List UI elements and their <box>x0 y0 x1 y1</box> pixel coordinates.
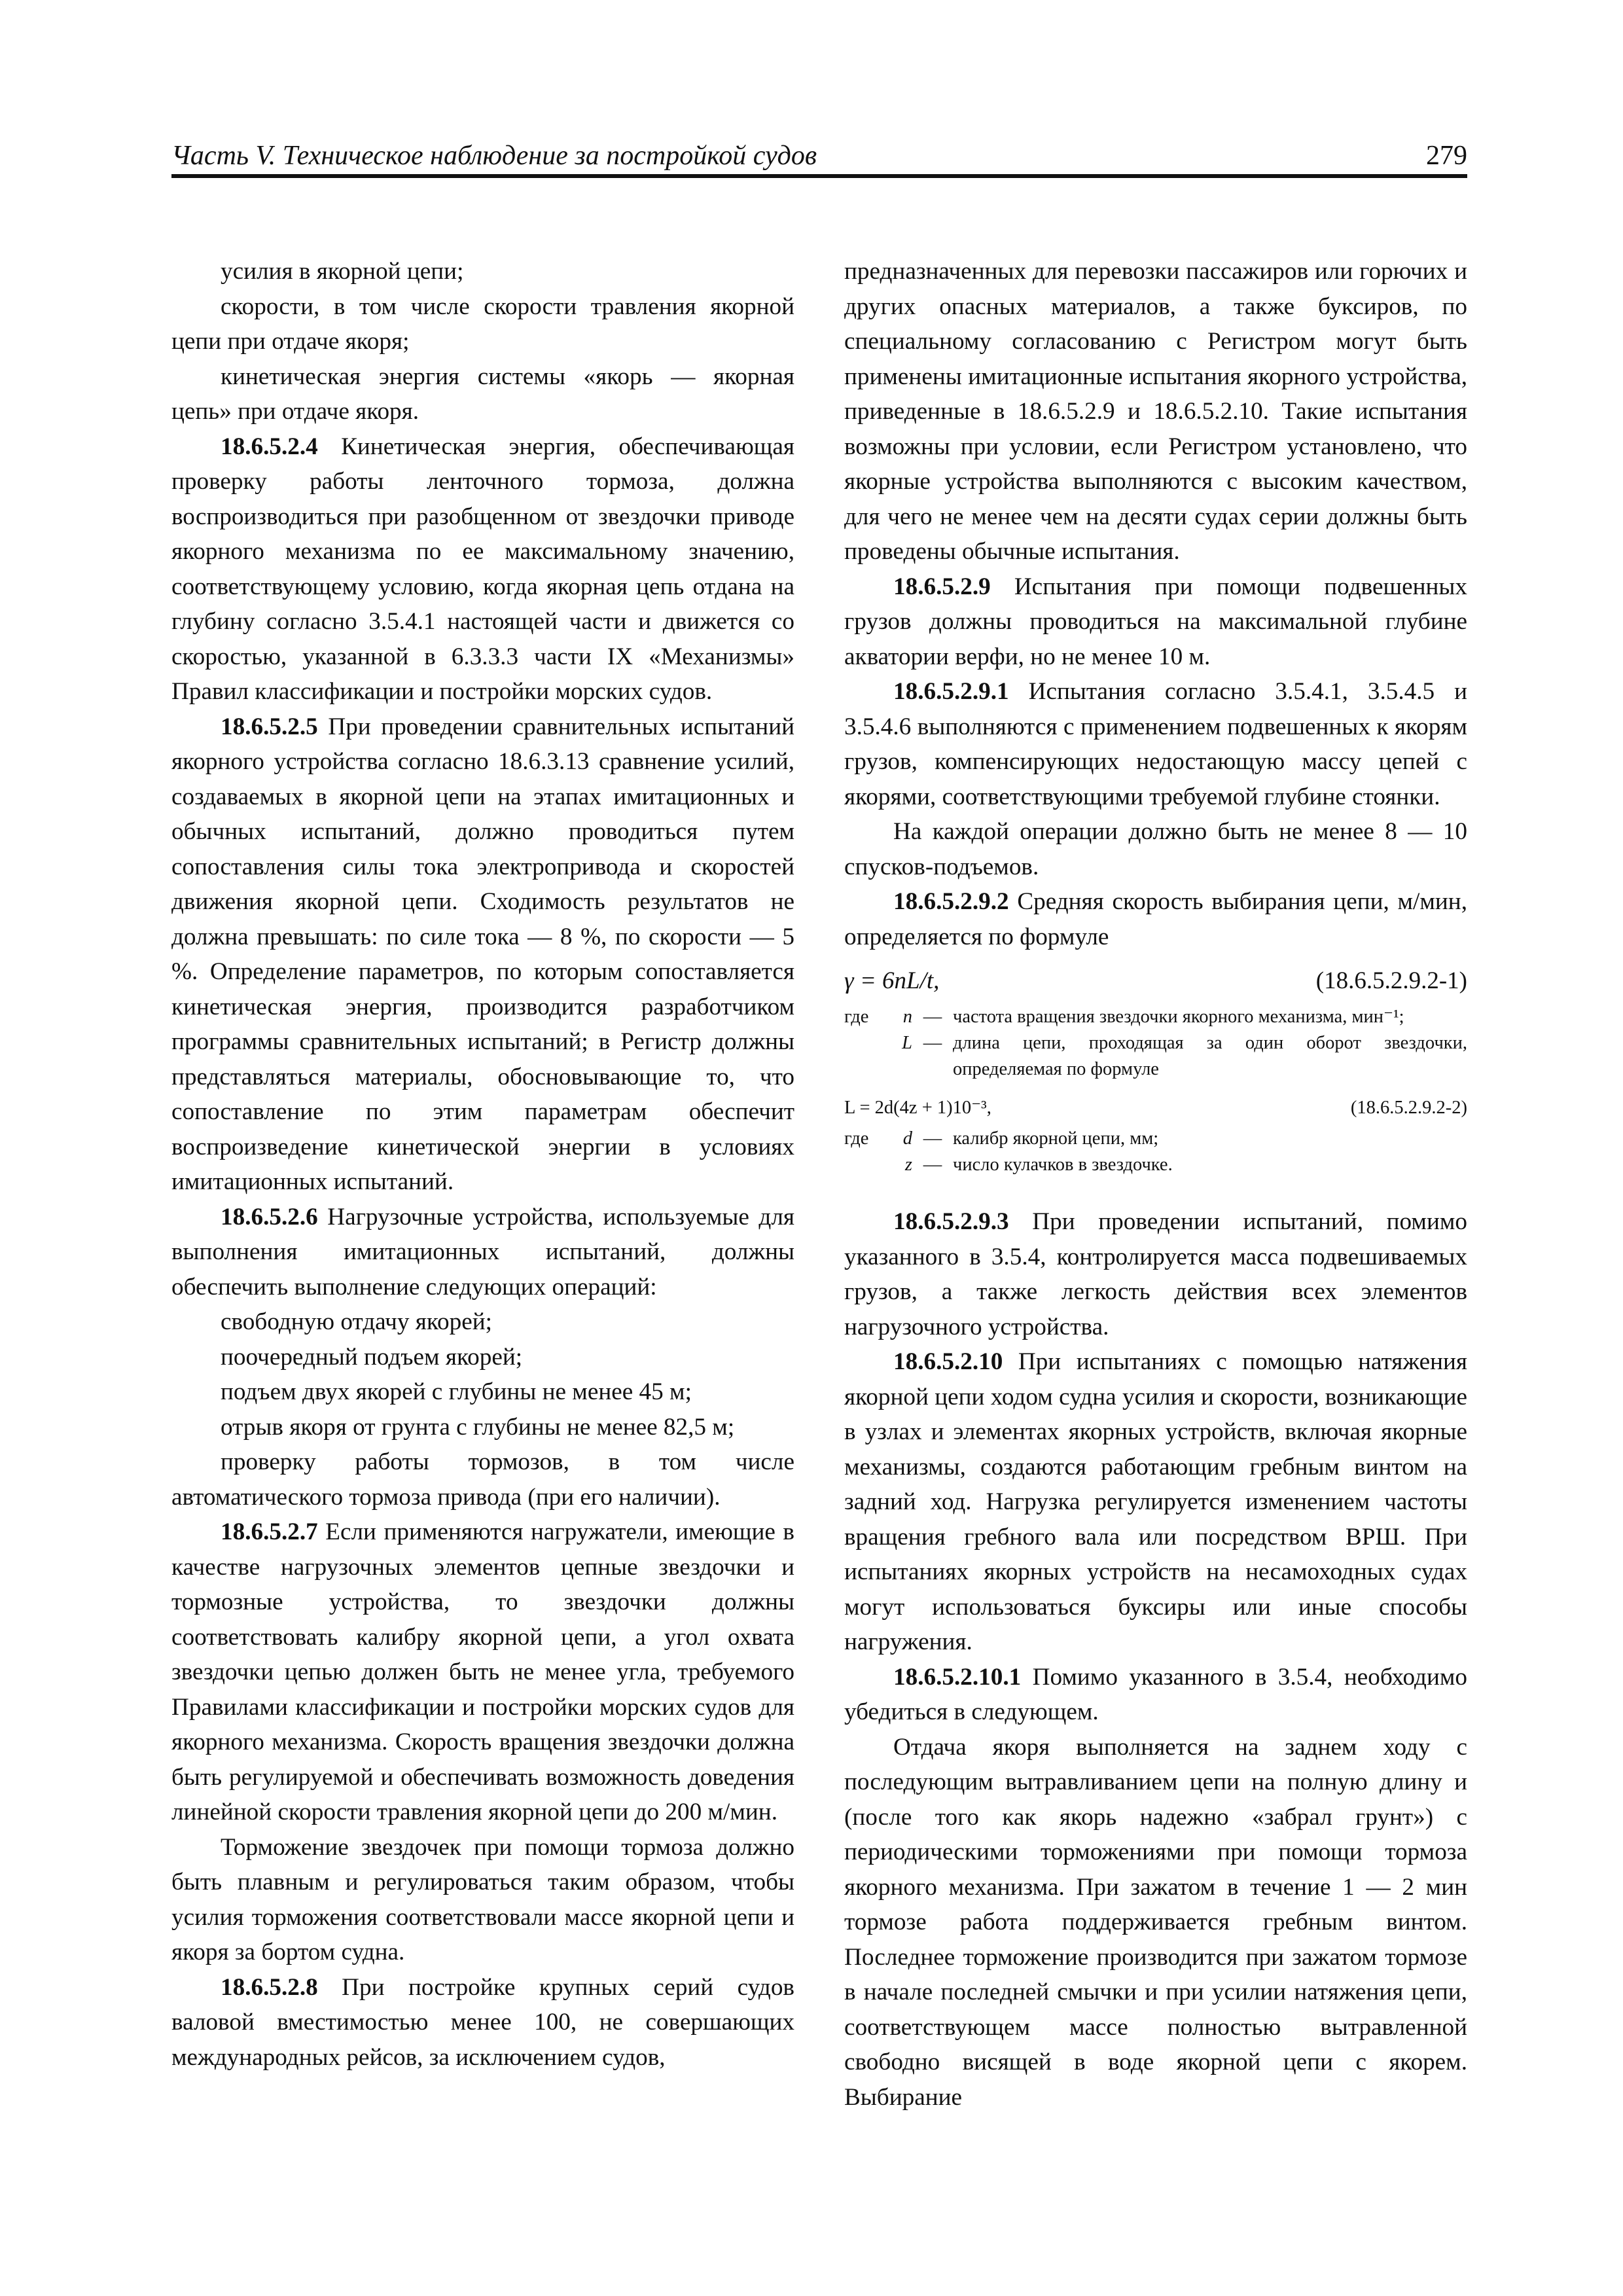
formula-2-expression: L = 2d(4z + 1)10⁻³, <box>844 1098 991 1118</box>
paragraph-text: подъем двух якорей с глубины не менее 45 м; <box>221 1378 692 1405</box>
legend-row <box>844 1030 1467 1083</box>
paragraph-text: Если применяются нагружатели, имеющие в качестве нагрузочных элементов цепные звездочки и тормозные устройства, то звездочки должны соответствовать калибру якорной цепи, а угол охвата звездочки цепью должен быть не менее угла, требуемого Правилами классификации и постройки морских судов для якорного механизма. Скорость вращения звездочки должна быть регулируемой и обеспечивать возможность доведения линейной скорости травления якорной цепи до 200 м/мин. <box>171 1518 794 1825</box>
right-column-top-text <box>844 254 1467 954</box>
legend-dash: — <box>923 1007 942 1027</box>
paragraph <box>171 1304 794 1340</box>
paragraph <box>844 1730 1467 2115</box>
paragraph-text: При постройке крупных серий судов валовой вместимостью менее 100, не совершающих международных рейсов, за исключением судов, <box>171 1973 794 2071</box>
legend-description: частота вращения звездочки якорного механизма, мин⁻¹; <box>953 1007 1404 1027</box>
clause-number: 18.6.5.2.9.1 <box>893 678 1009 705</box>
paragraph-text: Средняя скорость выбирания цепи, м/мин, определяется по формуле <box>844 888 1467 950</box>
paragraph <box>171 1410 794 1445</box>
clause-paragraph <box>844 569 1467 675</box>
paragraph <box>171 359 794 429</box>
formula-1 <box>844 963 1467 999</box>
paragraph-text: При проведении испытаний, помимо указанного в 3.5.4, контролируется масса подвешиваемых грузов, а также легкость действия всех элементов нагрузочного устройства. <box>844 1208 1467 1340</box>
paragraph-text: При испытаниях с помощью натяжения якорной цепи ходом судна усилия и скорости, возникающие в узлах и элементах якорных устройств, включая якорные механизмы, создаются работающим гребным винтом на задний ход. Нагрузка регулируется изменением частоты вращения гребного вала или посредством ВРШ. При испытаниях якорных устройств на несамоходных судах могут использоваться буксиры или иные способы нагружения. <box>844 1348 1467 1655</box>
formula-1-number: (18.6.5.2.9.2-1) <box>1315 967 1467 994</box>
clause-paragraph <box>844 1344 1467 1660</box>
legend-row <box>844 1152 1467 1178</box>
paragraph-text: Испытания согласно 3.5.4.1, 3.5.4.5 и 3.5.4.6 выполняются с применением подвешенных к якорям грузов, компенсирующих недостающую массу цепей с якорями, соответствующими требуемой глубине стоянки. <box>844 678 1467 810</box>
legend-dash: — <box>923 1033 942 1053</box>
legend-lead: где <box>844 1007 869 1027</box>
paragraph <box>844 814 1467 884</box>
paragraph <box>171 289 794 359</box>
clause-number: 18.6.5.2.8 <box>221 1973 318 2001</box>
clause-number: 18.6.5.2.10 <box>893 1348 1003 1375</box>
legend-description: число кулачков в звездочке. <box>953 1155 1173 1175</box>
paragraph-text: проверку работы тормозов, в том числе автоматического тормоза привода (при его наличии). <box>171 1448 794 1511</box>
clause-paragraph <box>844 674 1467 814</box>
clause-paragraph <box>844 1660 1467 1730</box>
paragraph <box>171 254 794 289</box>
header-rule <box>171 174 1467 178</box>
formula-2-legend <box>844 1126 1467 1178</box>
clause-paragraph <box>171 1200 794 1305</box>
paragraph-text: усилия в якорной цепи; <box>221 258 464 285</box>
paragraph-text: скорости, в том числе скорости травления якорной цепи при отдаче якоря; <box>171 293 794 355</box>
legend-row <box>844 1004 1467 1030</box>
clause-number: 18.6.5.2.6 <box>221 1203 318 1230</box>
formula-2 <box>844 1090 1467 1119</box>
paragraph-text: Испытания при помощи подвешенных грузов должны проводиться на максимальной глубине акватории верфи, но не менее 10 м. <box>844 573 1467 670</box>
clause-number: 18.6.5.2.9.3 <box>893 1208 1009 1235</box>
running-header <box>171 140 1467 178</box>
legend-dash: — <box>923 1155 942 1175</box>
clause-number: 18.6.5.2.5 <box>221 713 318 740</box>
clause-paragraph <box>171 1515 794 1830</box>
paragraph-text: На каждой операции должно быть не менее 8 — 10 спусков-подъемов. <box>844 818 1467 880</box>
clause-number: 18.6.5.2.10.1 <box>893 1663 1022 1691</box>
right-column <box>844 254 1467 2115</box>
legend-description: длина цепи, проходящая за один оборот звездочки, определяемая по формуле <box>953 1033 1467 1079</box>
paragraph-text: кинетическая энергия системы «якорь — якорная цепь» при отдаче якоря. <box>171 363 794 425</box>
running-header-title: Часть V. Техническое наблюдение за постройкой судов <box>171 141 817 171</box>
formula-1-legend <box>844 1004 1467 1083</box>
paragraph-text: Торможение звездочек при помощи тормоза должно быть плавным и регулироваться таким образом, чтобы усилия торможения соответствовали массе якорной цепи и якоря за бортом судна. <box>171 1833 794 1965</box>
legend-description: калибр якорной цепи, мм; <box>953 1128 1159 1149</box>
paragraph-text: отрыв якоря от грунта с глубины не менее 82,5 м; <box>221 1413 735 1441</box>
paragraph-text: При проведении сравнительных испытаний якорного устройства согласно 18.6.3.13 сравнение усилий, создаваемых в якорной цепи на этапах имитационных и обычных испытаний, должно проводиться путем сопоставления силы тока электропривода и скоростей движения якорной цепи. Сходимость результатов не должна превышать: по силе тока — 8 %, по скорости — 5 %. Определение параметров, по которым сопоставляется кинетическая энергия, производится разработчиком программы сравнительных испытаний; в Регистр должны представляться материалы, обосновывающие то, что сопоставление по этим параметрам обеспечит воспроизведение кинетической энергии в условиях имитационных испытаний. <box>171 713 794 1195</box>
clause-number: 18.6.5.2.9 <box>893 573 991 600</box>
paragraph-text: Помимо указанного в 3.5.4, необходимо убедиться в следующем. <box>844 1663 1467 1725</box>
clause-paragraph <box>171 709 794 1200</box>
legend-variable: n <box>902 1007 912 1027</box>
clause-paragraph <box>844 1204 1467 1344</box>
legend-variable: d <box>902 1128 912 1149</box>
paragraph <box>171 1830 794 1970</box>
legend-lead: где <box>844 1128 869 1149</box>
page-number: 279 <box>1426 141 1467 171</box>
clause-number: 18.6.5.2.4 <box>221 433 318 460</box>
paragraph <box>171 1340 794 1375</box>
formula-1-expression: γ = 6nL/t, <box>844 967 940 994</box>
left-column <box>171 254 794 2075</box>
right-column-bottom-text <box>844 1204 1467 2115</box>
paragraph-text: поочередный подъем якорей; <box>221 1343 523 1371</box>
paragraph <box>844 254 1467 569</box>
paragraph-text: предназначенных для перевозки пассажиров или горючих и других опасных материалов, а также буксиров, по специальному согласованию с Регистром могут быть применены имитационные испытания якорного устройства, приведенные в 18.6.5.2.9 и 18.6.5.2.10. Такие испытания возможны при условии, если Регистром установлено, что якорные устройства выполняются с высоким качеством, для чего не менее чем на десяти судах серии должны быть проведены обычные испытания. <box>844 258 1467 565</box>
formula-2-number: (18.6.5.2.9.2-2) <box>1350 1098 1467 1118</box>
legend-variable: z <box>904 1155 912 1175</box>
paragraph-text: Нагрузочные устройства, используемые для выполнения имитационных испытаний, должны обеспечить выполнение следующих операций: <box>171 1203 794 1300</box>
clause-number: 18.6.5.2.7 <box>221 1518 318 1545</box>
clause-paragraph <box>844 884 1467 954</box>
clause-number: 18.6.5.2.9.2 <box>893 888 1009 915</box>
legend-dash: — <box>923 1128 942 1149</box>
clause-paragraph <box>171 429 794 709</box>
clause-paragraph <box>171 1970 794 2075</box>
paragraph-text: Кинетическая энергия, обеспечивающая проверку работы ленточного тормоза, должна воспроизводиться при разобщенном от звездочки приводе якорного механизма по ее максимальному значению, соответствующему условию, когда якорная цепь отдана на глубину согласно 3.5.4.1 настоящей части и движется со скоростью, указанной в 6.3.3.3 части IX «Механизмы» Правил классификации и постройки морских судов. <box>171 433 794 705</box>
legend-variable: L <box>902 1033 912 1053</box>
paragraph <box>171 1444 794 1515</box>
paragraph-text: Отдача якоря выполняется на заднем ходу с последующим вытравливанием цепи на полную длину и (после того как якорь надежно «забрал грунт») с периодическими торможениями при помощи тормоза якорного механизма. При зажатом в течение 1 — 2 мин тормозе работа поддерживается гребным винтом. Последнее торможение производится при зажатом тормозе в начале последней смычки и при усилии натяжения цепи, соответствующем массе полностью вытравленной свободно висящей в воде якорной цепи с якорем. Выбирание <box>844 1733 1467 2111</box>
legend-row <box>844 1126 1467 1152</box>
paragraph <box>171 1374 794 1410</box>
paragraph-text: свободную отдачу якорей; <box>221 1308 492 1335</box>
